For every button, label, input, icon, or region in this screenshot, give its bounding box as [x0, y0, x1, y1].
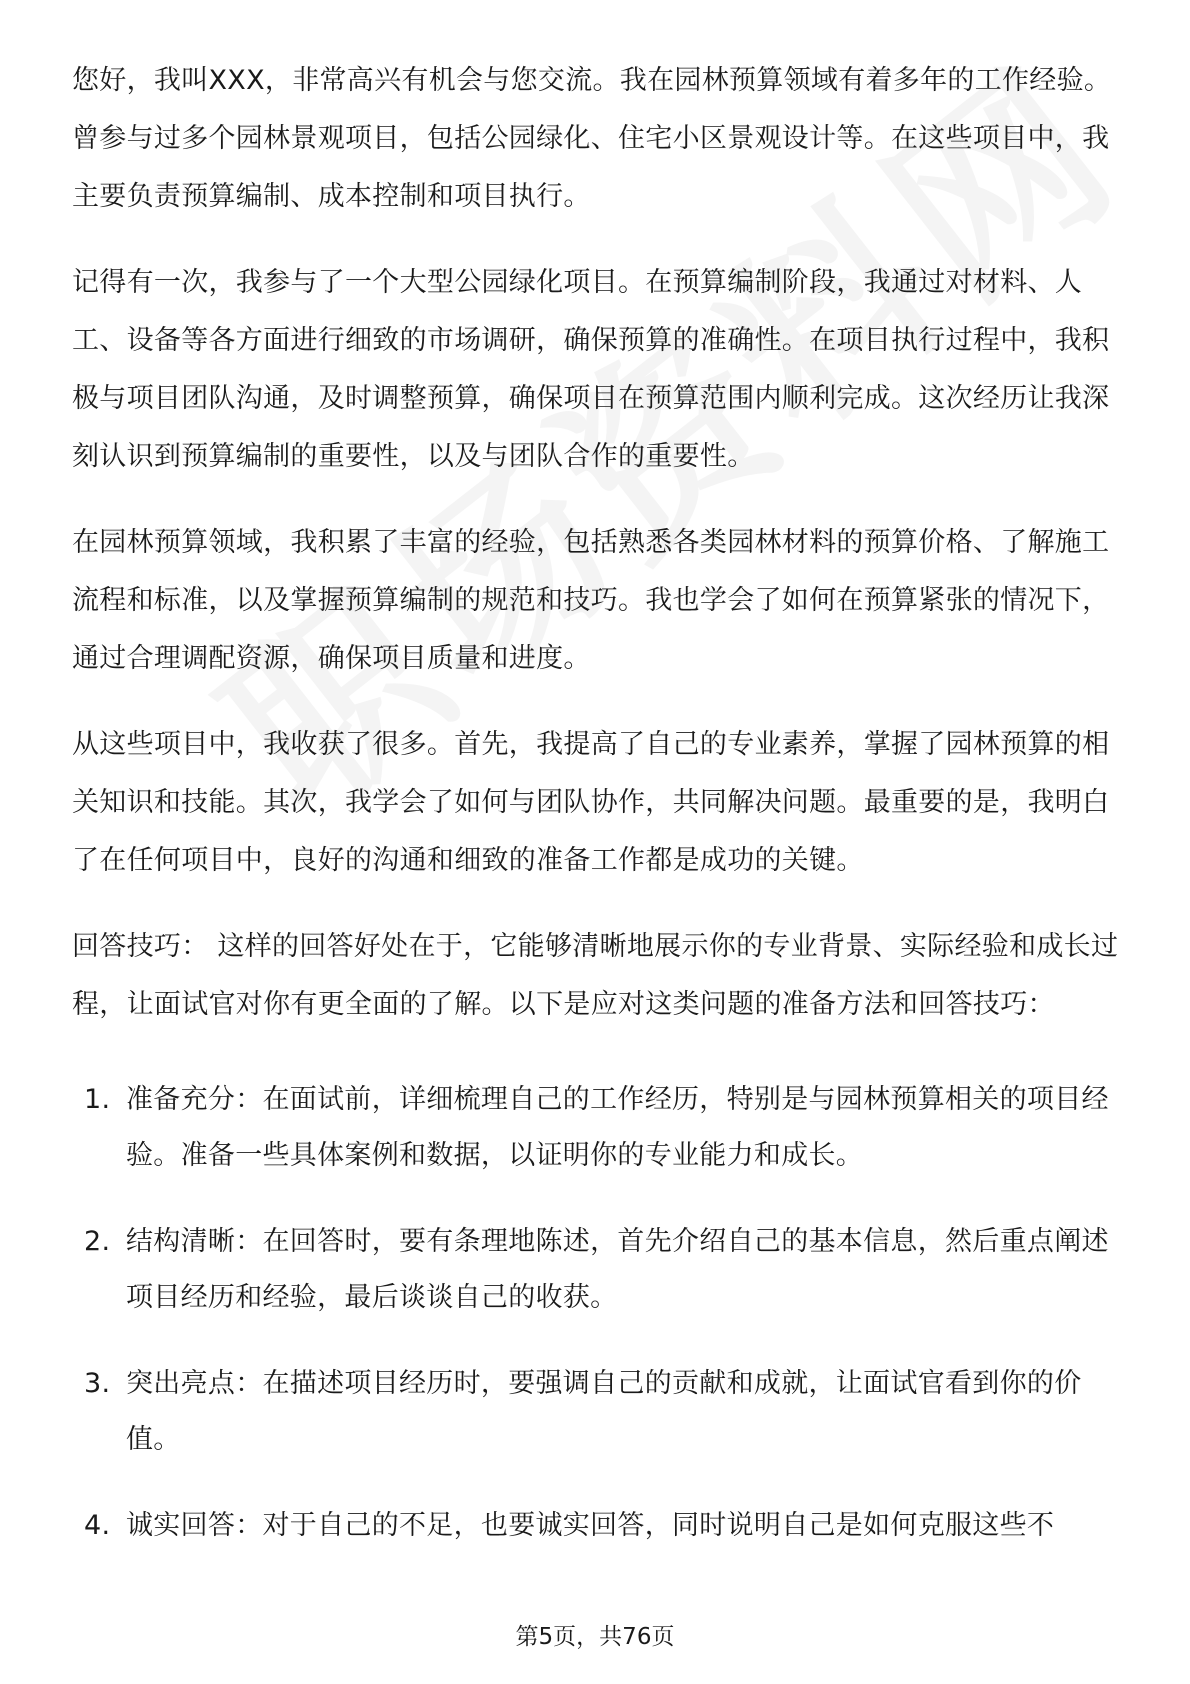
list-item-number: 4.	[84, 1510, 111, 1541]
paragraph-gains: 从这些项目中，我收获了很多。首先，我提高了自己的专业素养，掌握了园林预算的相关知识和技能。其次，我学会了如何与团队协作，共同解决问题。最重要的是，我明白了在任何项目中，良好的沟通和细致的准备工作都是成功的关键。	[72, 729, 1110, 876]
paragraph-experience: 在园林预算领域，我积累了丰富的经验，包括熟悉各类园林材料的预算价格、了解施工流程和标准，以及掌握预算编制的规范和技巧。我也学会了如何在预算紧张的情况下，通过合理调配资源，确保项目质量和进度。	[72, 527, 1110, 674]
list-item	[72, 1214, 1122, 1326]
list-item	[72, 1498, 1122, 1554]
tips-list	[72, 1072, 1122, 1554]
list-item-text: 诚实回答：对于自己的不足，也要诚实回答，同时说明自己是如何克服这些不	[126, 1510, 1055, 1541]
paragraph-intro: 您好，我叫XXX，非常高兴有机会与您交流。我在园林预算领域有着多年的工作经验。曾参与过多个园林景观项目，包括公园绿化、住宅小区景观设计等。在这些项目中，我主要负责预算编制、成本控制和项目执行。	[72, 65, 1112, 212]
list-item-number: 3.	[84, 1368, 111, 1399]
paragraph-project-example: 记得有一次，我参与了一个大型公园绿化项目。在预算编制阶段，我通过对材料、人工、设备等各方面进行细致的市场调研，确保预算的准确性。在项目执行过程中，我积极与项目团队沟通，及时调整预算，确保项目在预算范围内顺利完成。这次经历让我深刻认识到预算编制的重要性，以及与团队合作的重要性。	[72, 267, 1110, 472]
list-item-text: 结构清晰：在回答时，要有条理地陈述，首先介绍自己的基本信息，然后重点阐述项目经历和经验，最后谈谈自己的收获。	[126, 1226, 1109, 1313]
list-item-number: 1.	[84, 1084, 111, 1115]
list-item	[72, 1356, 1122, 1468]
paragraph-answer-tips: 回答技巧： 这样的回答好处在于，它能够清晰地展示你的专业背景、实际经验和成长过程，让面试官对你有更全面的了解。以下是应对这类问题的准备方法和回答技巧：	[72, 931, 1119, 1020]
list-item	[72, 1072, 1122, 1184]
page-number: 第5页，共76页	[515, 1624, 675, 1650]
list-item-text: 准备充分：在面试前，详细梳理自己的工作经历，特别是与园林预算相关的项目经验。准备一些具体案例和数据，以证明你的专业能力和成长。	[126, 1084, 1109, 1171]
list-item-text: 突出亮点：在描述项目经历时，要强调自己的贡献和成就，让面试官看到你的价值。	[126, 1368, 1082, 1455]
document-body	[72, 52, 1122, 1584]
list-item-number: 2.	[84, 1226, 111, 1257]
